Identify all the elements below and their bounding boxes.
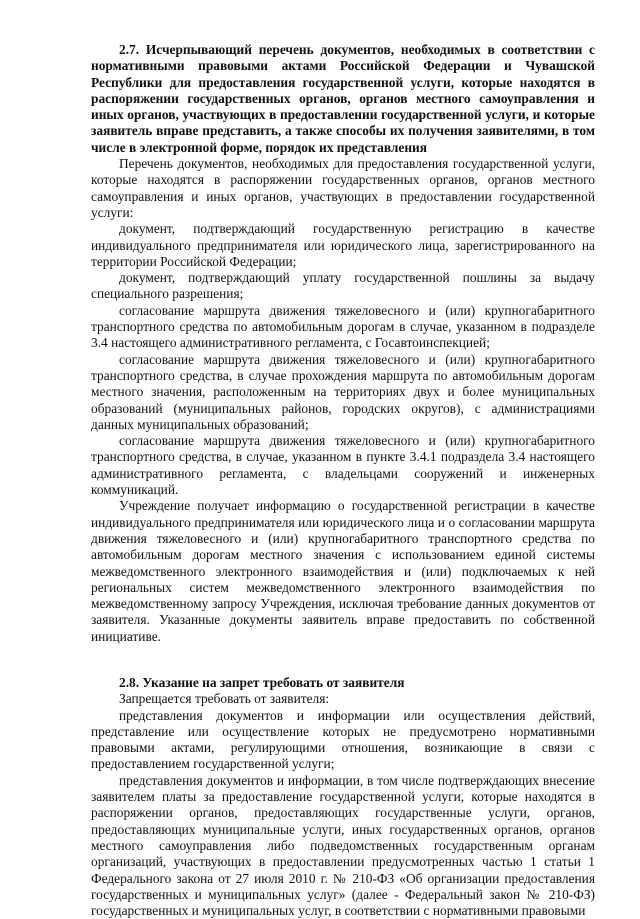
paragraph: Запрещается требовать от заявителя:: [119, 691, 330, 707]
list-item: согласование маршрута движения тяжеловесного и (или) крупногабаритного транспортного средства, в случае, указанном в пункте 3.4.1 подраздела 3.4 настоящего административного регламента, с владельцами сооружений и инженерных коммуникаций.: [91, 433, 595, 498]
paragraph: Перечень документов, необходимых для предоставления государственной услуги, которые находятся в распоряжении государственных органов, органов местного самоуправления и иных органов, участвующих в предоставлении государственной услуги:: [91, 156, 595, 220]
list-item: документ, подтверждающий уплату государственной пошлины за выдачу специального разрешения;: [91, 270, 595, 302]
paragraph: Учреждение получает информацию о государственной регистрации в качестве индивидуального предпринимателя или юридического лица и о согласовании маршрута движения тяжеловесного и (или) крупногабаритного транспортного средства по автомобильным дорогам местного значения с использованием единой системы межведомственного электронного взаимодействия и (или) подключаемых к ней региональных систем межведомственного электронного взаимодействия по межведомственному запросу Учреждения, исключая требование данных документов от заявителя. Указанные документы заявитель вправе предоставить по собственной инициативе.: [91, 498, 595, 644]
list-item: представления документов и информации или осуществления действий, представление или осуществление которых не предусмотрено нормативными правовыми актами, регулирующими отношения, возникающие в связи с предоставлением государственной услуги;: [91, 707, 595, 772]
list-item: представления документов и информации, в том числе подтверждающих внесение заявителем платы за предоставление государственной услуги, которые находятся в распоряжении органов, предоставляющих государственные услуги, органов, предоставляющих муниципальные услуги, иных государственных органов, органов местного самоуправления либо подведомственных государственным органам организаций, участвующих в предоставлении предусмотренных частью 1 статьи 1 Федерального закона от 27 июля 2010 г. № 210-ФЗ «Об организации предоставления государственных и муниципальных услуг» (далее - Федеральный закон № 210-ФЗ) государственных и муниципальных услуг, в соответствии с нормативными правовыми: [91, 772, 595, 919]
section-2-7-heading: 2.7. Исчерпывающий перечень документов, необходимых в соответствии с нормативными правовыми актами Российской Федерации и Чувашской Республики для предоставления государственной услуги, которые находятся в распоряжении государственных органов, органов местного самоуправления и иных органов, участвующих в предоставлении государственной услуги, и которые заявитель вправе представить, а также способы их получения заявителями, в том числе в электронной форме, порядок их представления: [91, 42, 595, 155]
list-item: согласование маршрута движения тяжеловесного и (или) крупногабаритного транспортного средства, в случае прохождения маршрута по автомобильным дорогам местного значения, расположенным на территориях двух и более муниципальных образований (муниципальных районов, городских округов), с администрациями данных муниципальных образований;: [91, 351, 595, 432]
list-item: документ, подтверждающий государственную регистрацию в качестве индивидуального предпринимателя или юридического лица, зарегистрированного на территории Российской Федерации;: [91, 221, 595, 269]
list-item: согласование маршрута движения тяжеловесного и (или) крупногабаритного транспортного средства по автомобильным дорогам в случае, указанном в подразделе 3.4 настоящего административного регламента, с Госавтоинспекцией;: [91, 302, 595, 351]
document-page: [91, 42, 595, 919]
section-spacer: [91, 645, 595, 675]
section-2-8-heading: 2.8. Указание на запрет требовать от заявителя: [119, 674, 405, 690]
